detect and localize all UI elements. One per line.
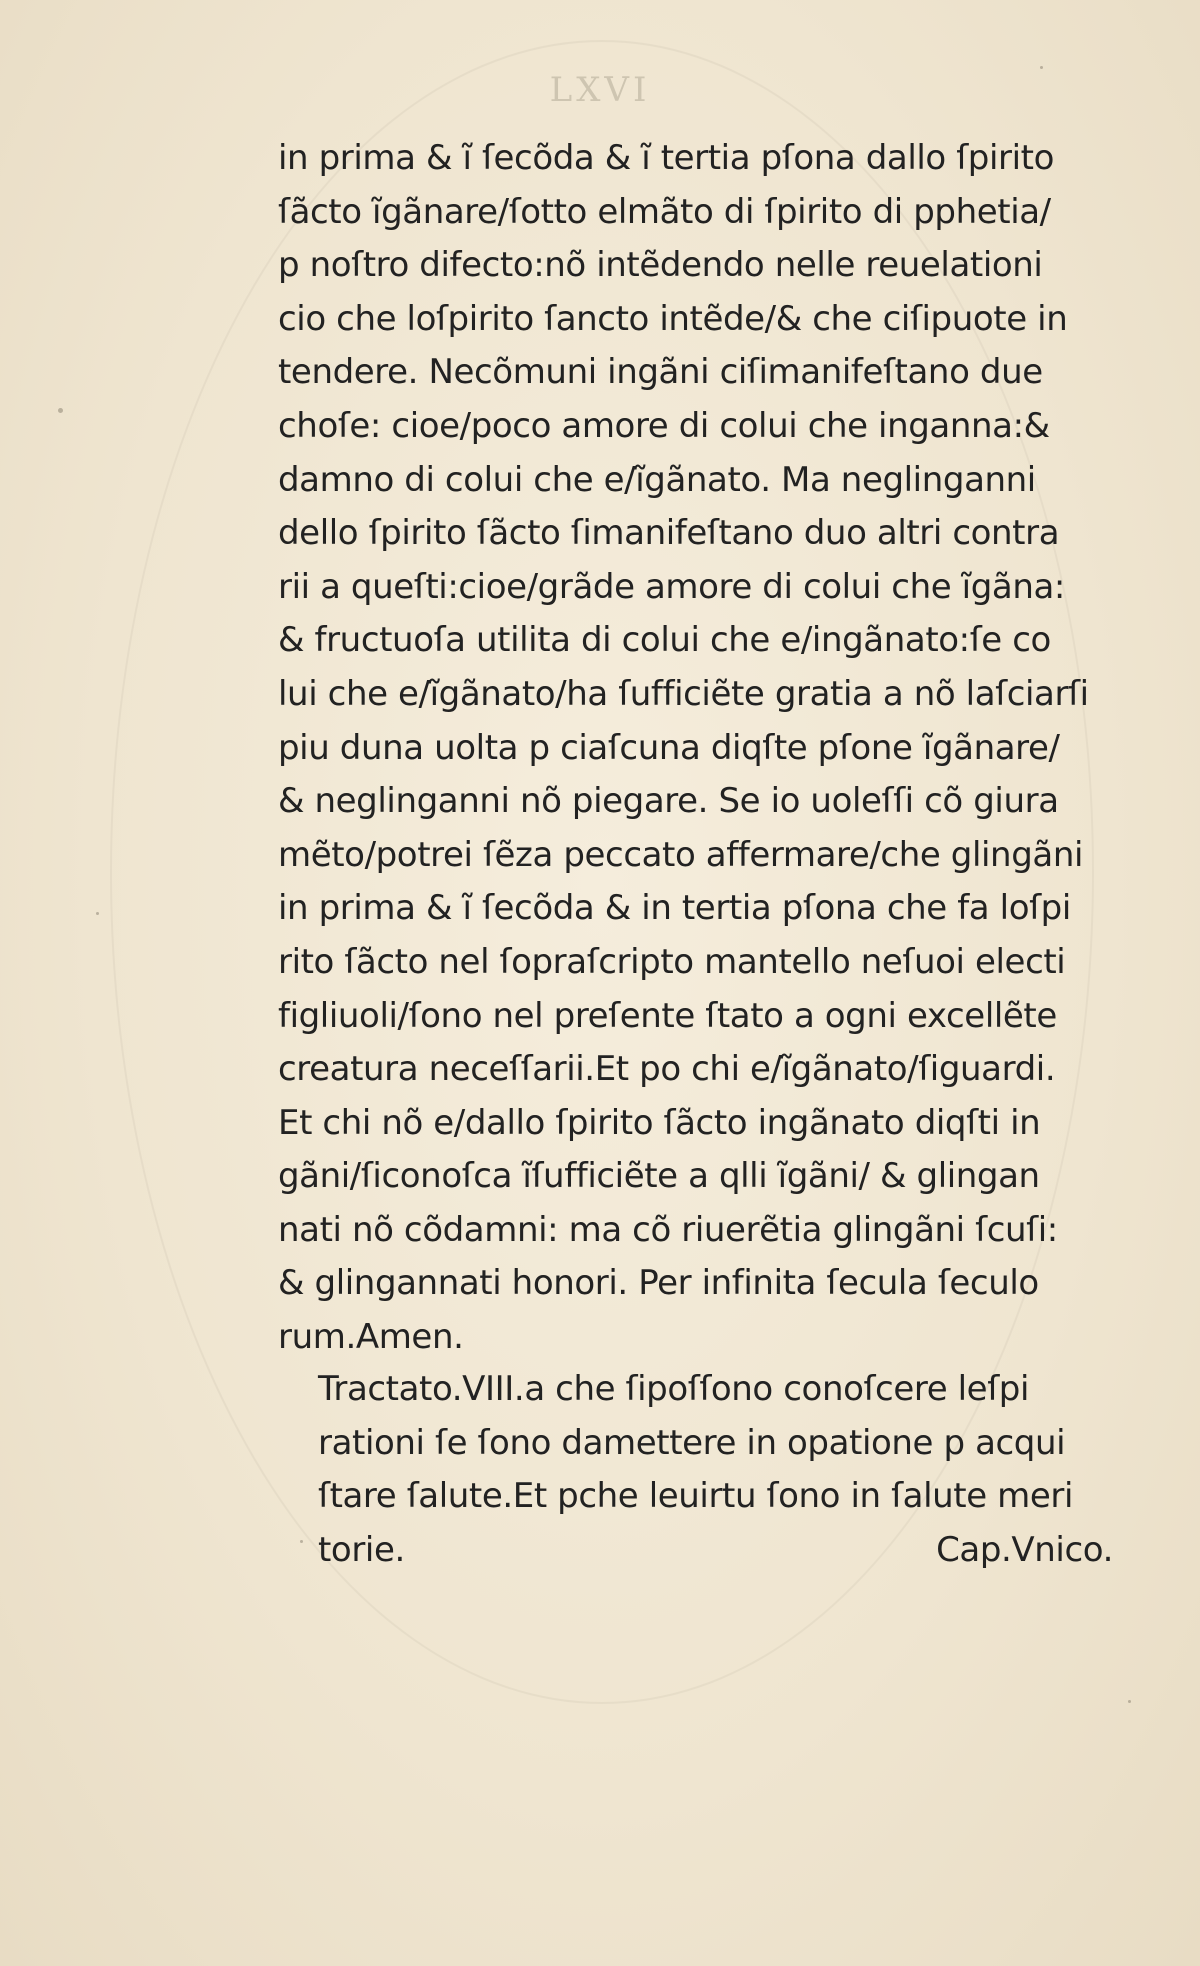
text-line: rum.Amen. (278, 1317, 464, 1358)
text-line: nati nõ cõdamni: ma cõ riuerẽtia glingãni ſcuſi: (278, 1209, 1058, 1250)
text-line: piu duna uolta p ciaſcuna diqſte pſone ĩgãnare/ (278, 727, 1060, 768)
text-line: choſe: cioe/poco amore di colui che inganna:& (278, 405, 1050, 446)
chapter-label: Cap.Vnico. (936, 1529, 1113, 1570)
text-line: figliuoli/ſono nel preſente ſtato a ogni excellẽte (278, 995, 1057, 1036)
text-line: cio che loſpirito ſancto intẽde/& che ciſipuote in (278, 298, 1068, 339)
text-line: creatura neceſſarii.Et po chi e/ĩgãnato/ſiguardi. (278, 1049, 1056, 1090)
running-head: LXVI (549, 70, 651, 110)
text-line: Et chi nõ e/dallo ſpirito ſãcto ingãnato diqſti in (278, 1102, 1041, 1143)
text-line: tendere. Necõmuni ingãni ciſimanifeſtano due (278, 352, 1043, 393)
text-line: mẽto/potrei ſẽza peccato affermare/che glingãni (278, 834, 1084, 875)
text-line: & neglinganni nõ piegare. Se io uoleſſi cõ giura (278, 781, 1059, 822)
text-line: in prima & ĩ ſecõda & ĩ tertia pſona dallo ſpirito (278, 138, 1054, 178)
text-line: in prima & ĩ ſecõda & in tertia pſona che fa loſpi (278, 888, 1071, 929)
body-text (278, 132, 1148, 1365)
text-line: p noſtro difecto:nõ intẽdendo nelle reuelationi (278, 245, 1043, 286)
heading-line-text: torie. (318, 1529, 405, 1570)
heading-line: ſtare ſalute.Et pche leuirtu ſono in ſalute meri (318, 1476, 1073, 1517)
text-line: dello ſpirito ſãcto ſimanifeſtano duo altri contra (278, 513, 1060, 554)
heading-line-last (318, 1524, 1148, 1578)
text-line: rito ſãcto nel ſopraſcripto mantello neſuoi electi (278, 941, 1066, 982)
text-line: & glingannati honori. Per infinita ſecula ſeculo (278, 1263, 1039, 1304)
heading-line: Tractato.VIII.a che ſipoſſono conoſcere leſpi (318, 1369, 1029, 1409)
text-line: & fructuoſa utilita di colui che e/ingãnato:ſe co (278, 620, 1051, 661)
text-line: gãni/ſiconoſca ĩſufficiẽte a qlli ĩgãni/ & glingan (278, 1156, 1040, 1197)
heading-line: rationi ſe ſono damettere in opatione p acqui (318, 1422, 1066, 1463)
text-line: damno di colui che e/ĩgãnato. Ma neglinganni (278, 459, 1036, 500)
text-line: ſãcto ĩgãnare/ſotto elmãto di ſpirito di pphetia/ (278, 191, 1051, 232)
text-line: rii a queſti:cioe/grãde amore di colui che ĩgãna: (278, 566, 1065, 607)
text-line: lui che e/ĩgãnato/ha ſufficiẽte gratia a nõ laſciarſi (278, 673, 1089, 714)
chapter-heading (318, 1363, 1148, 1577)
